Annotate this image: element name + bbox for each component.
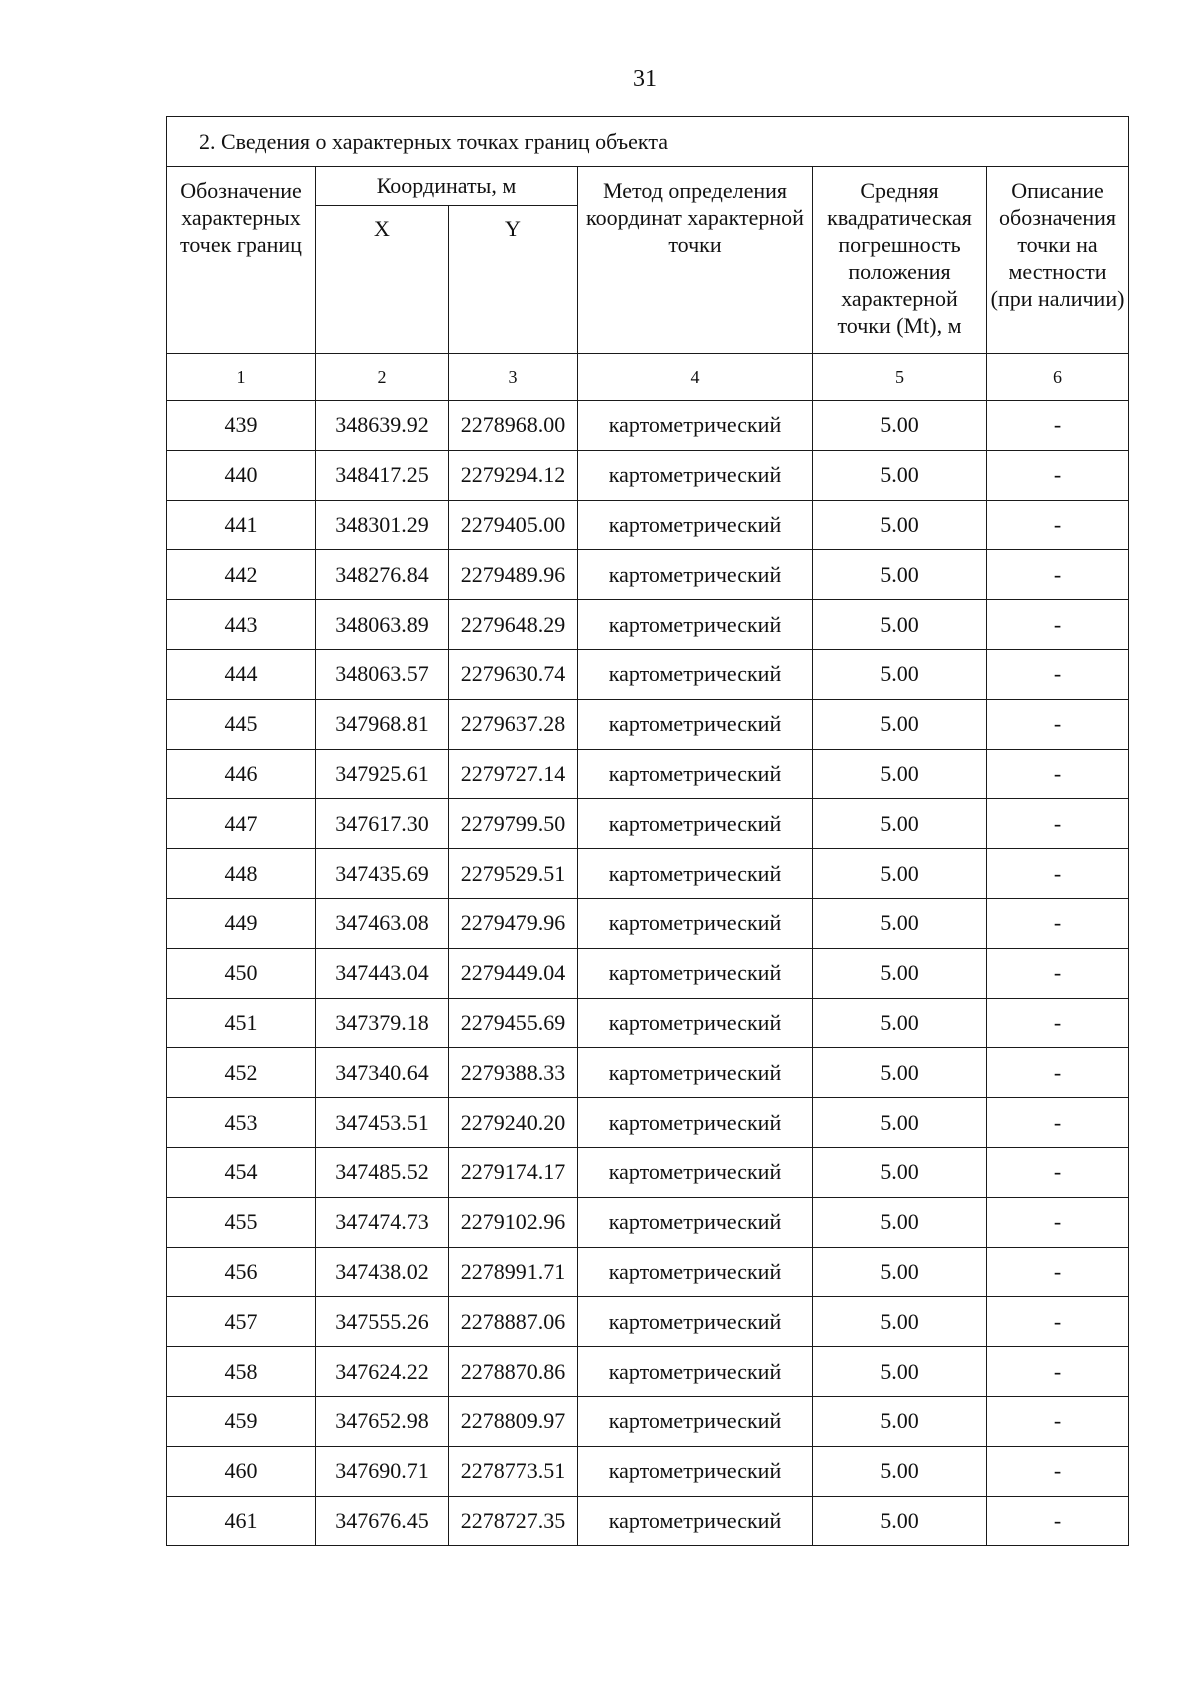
cell-point: 453 [167,1098,316,1148]
cell-point: 452 [167,1048,316,1098]
header-error: Средняя квадратическая погрешность положения характерной точки (Mt), м [813,167,987,354]
cell-point: 442 [167,550,316,600]
boundary-points-table [166,116,1129,1546]
cell-y: 2279529.51 [449,849,578,899]
cell-error: 5.00 [813,1297,987,1347]
cell-method: картометрический [578,1496,813,1546]
cell-point: 450 [167,948,316,998]
cell-method: картометрический [578,550,813,600]
cell-x: 347555.26 [316,1297,449,1347]
cell-method: картометрический [578,1446,813,1496]
cell-x: 347624.22 [316,1347,449,1397]
cell-point: 444 [167,649,316,699]
cell-error: 5.00 [813,1098,987,1148]
cell-error: 5.00 [813,1147,987,1197]
cell-y: 2278887.06 [449,1297,578,1347]
cell-y: 2279405.00 [449,500,578,550]
cell-description: - [987,500,1129,550]
cell-point: 451 [167,998,316,1048]
header-method: Метод определения координат характерной точки [578,167,813,354]
cell-y: 2279727.14 [449,749,578,799]
cell-method: картометрический [578,898,813,948]
table-row [167,1297,1129,1347]
table-row [167,898,1129,948]
cell-error: 5.00 [813,1347,987,1397]
cell-error: 5.00 [813,948,987,998]
cell-method: картометрический [578,1396,813,1446]
cell-point: 455 [167,1197,316,1247]
cell-y: 2278773.51 [449,1446,578,1496]
cell-x: 347690.71 [316,1446,449,1496]
cell-error: 5.00 [813,1446,987,1496]
cell-description: - [987,401,1129,451]
cell-x: 347968.81 [316,699,449,749]
cell-x: 347340.64 [316,1048,449,1098]
cell-description: - [987,1048,1129,1098]
cell-error: 5.00 [813,500,987,550]
cell-point: 456 [167,1247,316,1297]
cell-error: 5.00 [813,550,987,600]
table-caption: 2. Сведения о характерных точках границ объекта [167,117,1129,167]
cell-y: 2278870.86 [449,1347,578,1397]
page-number: 31 [633,66,657,92]
table-row [167,1496,1129,1546]
cell-method: картометрический [578,1297,813,1347]
table-row [167,1197,1129,1247]
cell-description: - [987,1247,1129,1297]
cell-method: картометрический [578,1197,813,1247]
cell-error: 5.00 [813,799,987,849]
cell-y: 2279479.96 [449,898,578,948]
cell-point: 439 [167,401,316,451]
table-row [167,749,1129,799]
cell-x: 347435.69 [316,849,449,899]
cell-description: - [987,849,1129,899]
column-number: 2 [316,354,449,401]
cell-description: - [987,1396,1129,1446]
table-row [167,649,1129,699]
cell-method: картометрический [578,1347,813,1397]
cell-error: 5.00 [813,401,987,451]
column-number: 6 [987,354,1129,401]
column-number: 1 [167,354,316,401]
cell-y: 2279630.74 [449,649,578,699]
cell-error: 5.00 [813,1247,987,1297]
table-row [167,699,1129,749]
table-body [167,117,1129,1546]
cell-x: 348276.84 [316,550,449,600]
cell-point: 443 [167,600,316,650]
column-number: 4 [578,354,813,401]
cell-y: 2278727.35 [449,1496,578,1546]
table-row [167,1347,1129,1397]
cell-x: 348063.89 [316,600,449,650]
table-row [167,450,1129,500]
table-row [167,799,1129,849]
cell-x: 347443.04 [316,948,449,998]
cell-description: - [987,948,1129,998]
cell-x: 348063.57 [316,649,449,699]
cell-error: 5.00 [813,1396,987,1446]
cell-description: - [987,1147,1129,1197]
cell-description: - [987,1446,1129,1496]
cell-y: 2279455.69 [449,998,578,1048]
cell-method: картометрический [578,500,813,550]
cell-y: 2279799.50 [449,799,578,849]
cell-point: 461 [167,1496,316,1546]
cell-method: картометрический [578,450,813,500]
cell-error: 5.00 [813,699,987,749]
cell-point: 448 [167,849,316,899]
table-row [167,948,1129,998]
cell-x: 347485.52 [316,1147,449,1197]
column-number: 5 [813,354,987,401]
table-row [167,500,1129,550]
cell-y: 2279449.04 [449,948,578,998]
cell-method: картометрический [578,600,813,650]
cell-description: - [987,1496,1129,1546]
cell-point: 447 [167,799,316,849]
table-row [167,998,1129,1048]
cell-method: картометрический [578,1147,813,1197]
cell-description: - [987,600,1129,650]
cell-y: 2279294.12 [449,450,578,500]
table-row [167,1048,1129,1098]
table-row [167,849,1129,899]
cell-x: 347438.02 [316,1247,449,1297]
cell-error: 5.00 [813,1197,987,1247]
cell-point: 454 [167,1147,316,1197]
cell-point: 457 [167,1297,316,1347]
cell-description: - [987,1347,1129,1397]
cell-method: картометрический [578,799,813,849]
table-row [167,1446,1129,1496]
table-row [167,1247,1129,1297]
cell-x: 348417.25 [316,450,449,500]
header-coordinates: Координаты, м [316,167,578,206]
cell-description: - [987,898,1129,948]
cell-method: картометрический [578,849,813,899]
table-row [167,550,1129,600]
cell-point: 458 [167,1347,316,1397]
header-y: Y [449,206,578,354]
cell-error: 5.00 [813,1496,987,1546]
cell-method: картометрический [578,998,813,1048]
cell-description: - [987,649,1129,699]
table-row [167,1147,1129,1197]
cell-error: 5.00 [813,450,987,500]
cell-point: 459 [167,1396,316,1446]
cell-description: - [987,550,1129,600]
cell-description: - [987,699,1129,749]
column-number: 3 [449,354,578,401]
cell-description: - [987,1197,1129,1247]
cell-error: 5.00 [813,998,987,1048]
cell-y: 2279240.20 [449,1098,578,1148]
table-row [167,401,1129,451]
table-row [167,600,1129,650]
cell-point: 440 [167,450,316,500]
cell-x: 348301.29 [316,500,449,550]
cell-y: 2278809.97 [449,1396,578,1446]
header-row [167,167,1129,206]
cell-point: 449 [167,898,316,948]
cell-point: 460 [167,1446,316,1496]
cell-description: - [987,1297,1129,1347]
cell-description: - [987,749,1129,799]
cell-error: 5.00 [813,849,987,899]
cell-x: 347676.45 [316,1496,449,1546]
table-row [167,1396,1129,1446]
table-row [167,1098,1129,1148]
cell-error: 5.00 [813,749,987,799]
cell-method: картометрический [578,1247,813,1297]
cell-x: 347463.08 [316,898,449,948]
cell-method: картометрический [578,699,813,749]
cell-y: 2279489.96 [449,550,578,600]
cell-method: картометрический [578,1048,813,1098]
cell-y: 2279388.33 [449,1048,578,1098]
cell-x: 347652.98 [316,1396,449,1446]
header-description: Описание обозначения точки на местности (при наличии) [987,167,1129,354]
header-point: Обозначение характерных точек границ [167,167,316,354]
caption-row [167,117,1129,167]
cell-error: 5.00 [813,898,987,948]
cell-x: 347925.61 [316,749,449,799]
cell-error: 5.00 [813,600,987,650]
cell-description: - [987,450,1129,500]
cell-point: 441 [167,500,316,550]
cell-y: 2279174.17 [449,1147,578,1197]
cell-description: - [987,998,1129,1048]
cell-method: картометрический [578,749,813,799]
cell-x: 347453.51 [316,1098,449,1148]
cell-method: картометрический [578,401,813,451]
cell-x: 347617.30 [316,799,449,849]
cell-method: картометрический [578,1098,813,1148]
cell-description: - [987,799,1129,849]
cell-y: 2279637.28 [449,699,578,749]
cell-y: 2279648.29 [449,600,578,650]
cell-x: 347474.73 [316,1197,449,1247]
cell-y: 2278968.00 [449,401,578,451]
cell-x: 347379.18 [316,998,449,1048]
cell-method: картометрический [578,948,813,998]
cell-error: 5.00 [813,1048,987,1098]
cell-y: 2279102.96 [449,1197,578,1247]
cell-method: картометрический [578,649,813,699]
cell-error: 5.00 [813,649,987,699]
cell-description: - [987,1098,1129,1148]
column-number-row [167,354,1129,401]
cell-x: 348639.92 [316,401,449,451]
header-x: X [316,206,449,354]
cell-point: 445 [167,699,316,749]
cell-y: 2278991.71 [449,1247,578,1297]
cell-point: 446 [167,749,316,799]
